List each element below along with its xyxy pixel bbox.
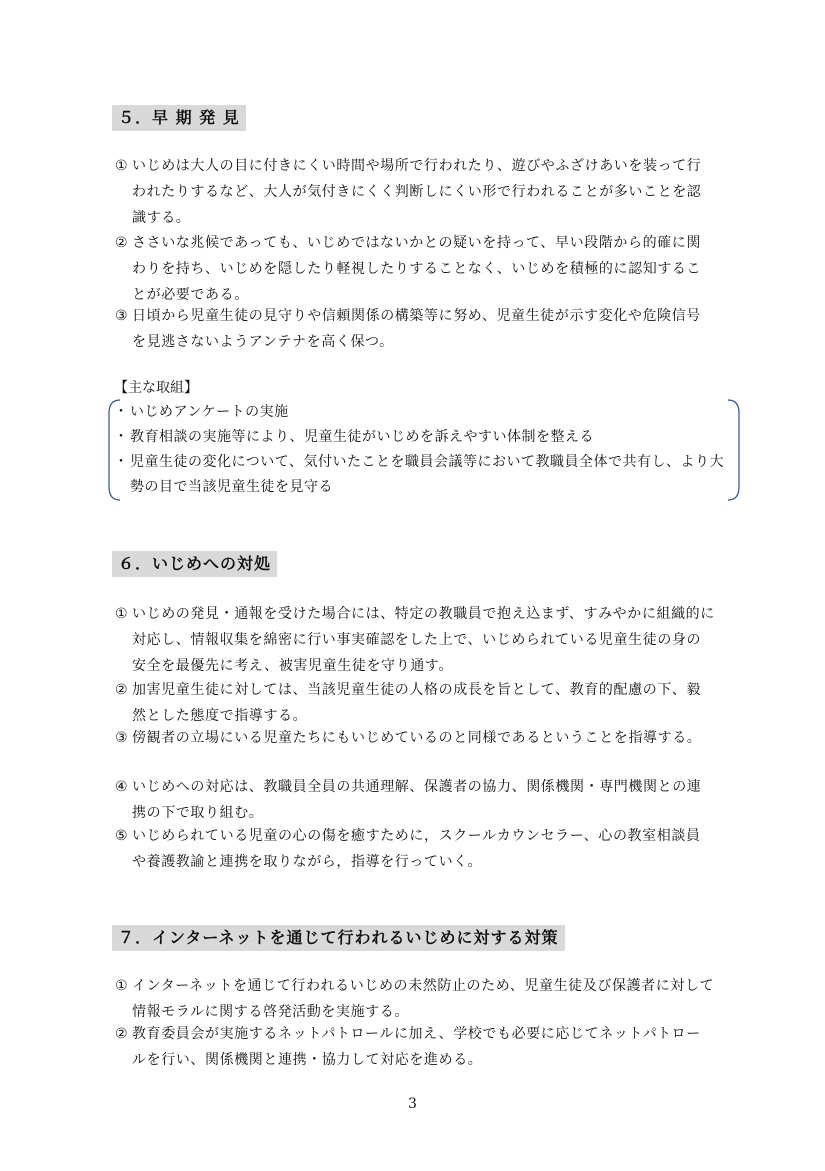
bullet-mark: ・ (114, 404, 129, 420)
bullet-mark: ・ (114, 429, 129, 445)
item-number: ① (115, 606, 129, 622)
list-item (114, 400, 734, 425)
item-number: ① (115, 158, 129, 174)
item-text: インターネットを通じて行われるいじめの未然防止のため、児童生徒及び保護者に対して情報モラルに関する啓発活動を実施する。 (132, 978, 715, 1020)
section-5-item-3 (115, 303, 715, 355)
list-item-text: いじめアンケートの実施 (130, 404, 289, 420)
item-text: 教育委員会が実施するネットパトロールに加え、学校でも必要に応じてネットパトロールを行い、関係機関と連携・協力して対応を進める。 (132, 1026, 701, 1068)
section-5-item-2 (115, 230, 715, 308)
item-text: ささいな兆候であっても、いじめではないかとの疑いを持って、早い段階から的確に関わりを持ち、いじめを隠したり軽視したりすることなく、いじめを積極的に認知することが必要である。 (132, 235, 702, 303)
page-number: 3 (408, 1096, 417, 1112)
list-item-text: 児童生徒の変化について、気付いたことを職員会議等において教職員全体で共有し、より大勢の目で当該児童生徒を見守る (130, 454, 724, 495)
item-text: 傍観者の立場にいる児童たちにもいじめているのと同様であるということを指導する。 (132, 730, 702, 746)
list-item (114, 425, 734, 450)
item-text: 加害児童生徒に対しては、当該児童生徒の人格の成長を旨として、教育的配慮の下、毅然とした態度で指導する。 (132, 682, 702, 724)
list-item (114, 450, 734, 500)
item-text: いじめられている児童の心の傷を癒すために，スクールカウンセラー、心の教室相談員や養護教諭と連携を取りながら，指導を行っていく。 (132, 828, 701, 870)
section-5-item-1 (115, 153, 715, 231)
section-7-heading: ７．インターネットを通じて行われるいじめに対する対策 (112, 925, 565, 951)
item-text: いじめへの対応は、教職員全員の共通理解、保護者の協力、関係機関・専門機関との連携の下で取り組む。 (132, 779, 702, 821)
section-5-heading: ５．早 期 発 見 (112, 105, 246, 131)
item-number: ⑤ (115, 828, 129, 844)
main-efforts-list (114, 400, 734, 500)
section-7-item-1 (115, 973, 715, 1025)
bullet-mark: ・ (114, 454, 129, 470)
section-7-item-2 (115, 1021, 715, 1073)
section-6-item-5 (115, 823, 715, 875)
section-6-item-3 (115, 725, 715, 751)
item-text: いじめは大人の目に付きにくい時間や場所で行われたり、遊びやふざけあいを装って行われたりするなど、大人が気付きにくく判断しにくい形で行われることが多いことを認識する。 (132, 158, 702, 226)
item-text: 日頃から児童生徒の見守りや信頼関係の構築等に努め、児童生徒が示す変化や危険信号を見逃さないようアンテナを高く保つ。 (132, 308, 701, 350)
main-efforts-box (106, 397, 742, 503)
item-number: ① (115, 978, 129, 994)
main-efforts-label: 【主な取組】 (114, 380, 198, 396)
item-number: ④ (115, 779, 129, 795)
item-number: ③ (115, 730, 129, 746)
list-item-text: 教育相談の実施等により、児童生徒がいじめを訴えやすい体制を整える (130, 429, 594, 445)
section-6-item-2 (115, 677, 715, 729)
section-6-heading: ６．いじめへの対処 (112, 551, 277, 577)
item-number: ② (115, 235, 129, 251)
item-text: いじめの発見・通報を受けた場合には、特定の教職員で抱え込まず、すみやかに組織的に対応し、情報収集を綿密に行い事実確認をした上で、いじめられている児童生徒の身の安全を最優先に考え、被害児童生徒を守り通す。 (132, 606, 715, 674)
item-number: ③ (115, 308, 129, 324)
item-number: ② (115, 682, 129, 698)
section-6-item-4 (115, 774, 715, 826)
item-number: ② (115, 1026, 129, 1042)
section-6-item-1 (115, 601, 715, 679)
